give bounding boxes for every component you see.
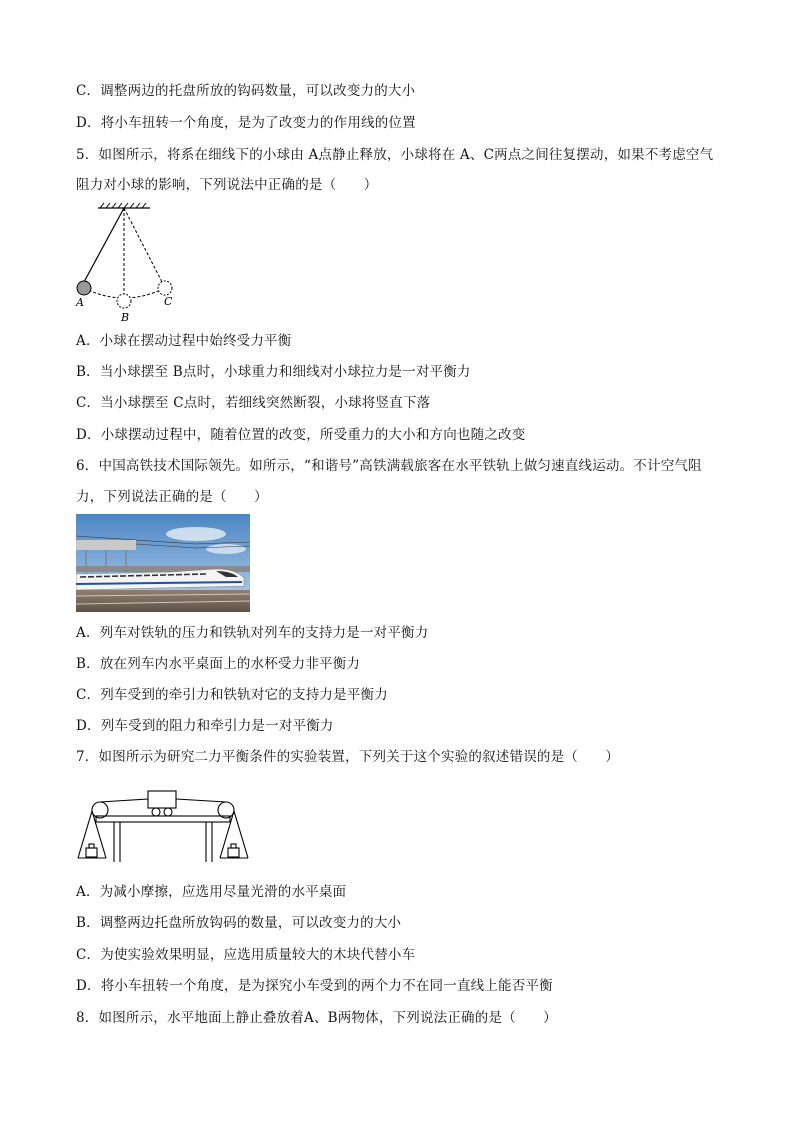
train-photo — [76, 514, 250, 612]
pendulum-figure — [70, 200, 190, 325]
q5-option-b: B．当小球摆至 B点时，小球重力和细线对小球拉力是一对平衡力 — [76, 364, 471, 380]
ball-a — [77, 281, 91, 295]
q7-stem: 7．如图所示为研究二力平衡条件的实验装置，下列关于这个实验的叙述错误的是（ ） — [76, 749, 620, 765]
q8-stem: 8．如图所示，水平地面上静止叠放着A、B两物体，下列说法正确的是（ ） — [76, 1010, 557, 1026]
label-a: A — [76, 296, 84, 309]
q5-option-d: D．小球摆动过程中，随着位置的改变，所受重力的大小和方向也随之改变 — [76, 427, 526, 443]
q6-option-c: C．列车受到的牵引力和铁轨对它的支持力是平衡力 — [76, 687, 388, 703]
ball-b — [117, 294, 131, 308]
q4-option-c: C．调整两边的托盘所放的钩码数量，可以改变力的大小 — [76, 83, 416, 99]
balance-apparatus-figure — [74, 786, 264, 864]
ball-c — [158, 281, 172, 295]
q6-option-d: D．列车受到的阻力和牵引力是一对平衡力 — [76, 718, 334, 734]
q7-option-d: D．将小车扭转一个角度，是为探究小车受到的两个力不在同一直线上能否平衡 — [76, 978, 553, 994]
q6-stem-line2: 力，下列说法正确的是（ ） — [76, 489, 268, 505]
q5-option-a: A．小球在摆动过程中始终受力平衡 — [76, 333, 292, 349]
q7-option-b: B．调整两边托盘所放钩码的数量，可以改变力的大小 — [76, 915, 402, 931]
q6-option-b: B．放在列车内水平桌面上的水杯受力非平衡力 — [76, 656, 361, 672]
q6-option-a: A．列车对铁轨的压力和铁轨对列车的支持力是一对平衡力 — [76, 625, 429, 641]
q5-option-c: C．当小球摆至 C点时，若细线突然断裂，小球将竖直下落 — [76, 395, 431, 411]
q5-stem-line1: 5．如图所示，将系在细线下的小球由 A点静止释放，小球将在 A、C两点之间往复摆动，如果不考虑空气 — [76, 147, 714, 163]
q4-option-d: D．将小车扭转一个角度，是为了改变力的作用线的位置 — [76, 115, 416, 131]
q6-stem-line1: 6．中国高铁技术国际领先。如所示，“和谐号”高铁满载旅客在水平铁轨上做匀速直线运动。不计空气阻 — [76, 458, 702, 474]
q5-stem-line2: 阻力对小球的影响，下列说法中正确的是（ ） — [76, 177, 378, 193]
label-b: B — [121, 311, 130, 324]
label-c: C — [164, 295, 173, 308]
q7-option-c: C．为使实验效果明显，应选用质量较大的木块代替小车 — [76, 947, 416, 963]
q7-option-a: A．为减小摩擦，应选用尽量光滑的水平桌面 — [76, 884, 347, 900]
